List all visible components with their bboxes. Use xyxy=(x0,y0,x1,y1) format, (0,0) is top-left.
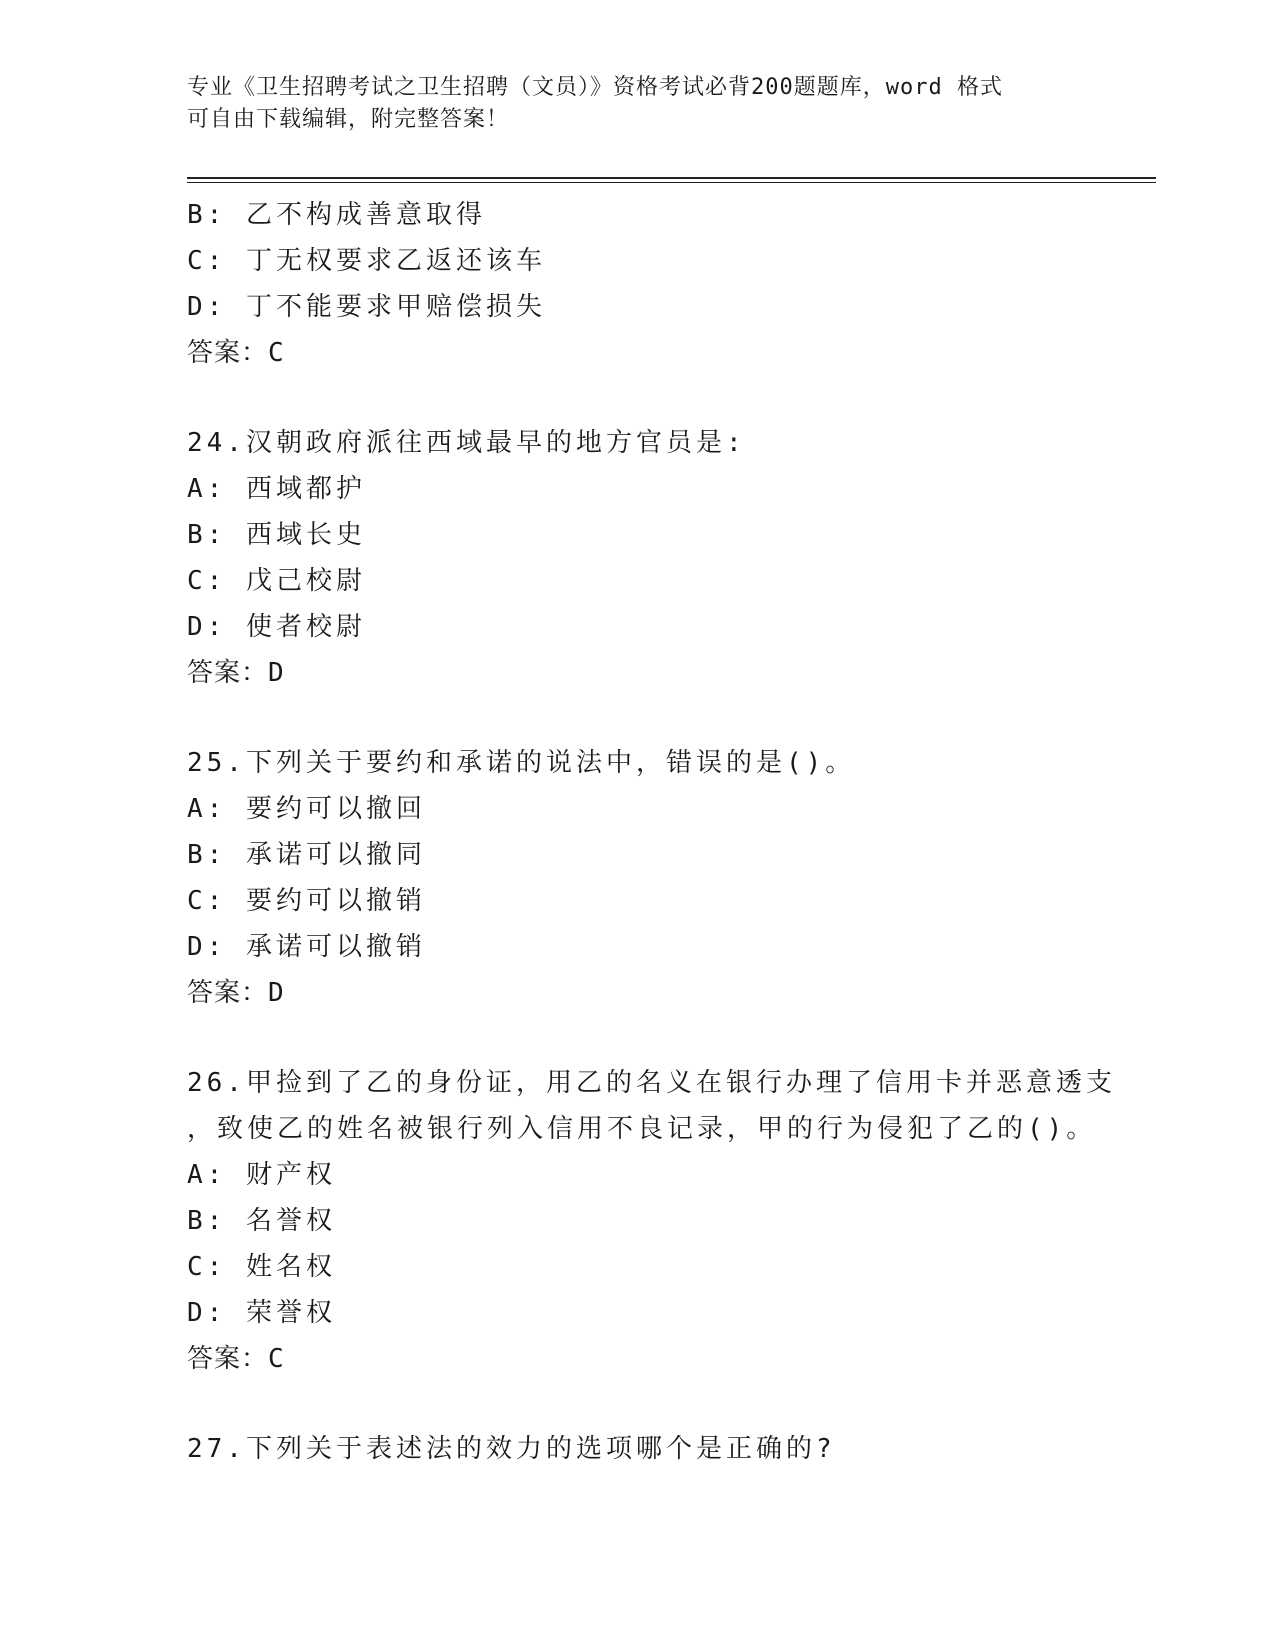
header-divider-thin xyxy=(187,182,1156,183)
question-block-25 xyxy=(187,740,1087,1016)
option-d: D: 丁不能要求甲赔偿损失 xyxy=(187,292,546,322)
question-block-27 xyxy=(187,1426,1087,1472)
option-c: C: 戊己校尉 xyxy=(187,566,366,596)
option-c: C: 要约可以撤销 xyxy=(187,886,426,916)
question-block-24 xyxy=(187,420,1087,696)
option-b: B: 乙不构成善意取得 xyxy=(187,200,486,230)
question-title: 27.下列关于表述法的效力的选项哪个是正确的? xyxy=(187,1434,836,1464)
answer-label: 答案： xyxy=(187,1344,269,1374)
document-header xyxy=(187,72,1087,136)
option-c: C: 丁无权要求乙返还该车 xyxy=(187,246,546,276)
answer-label: 答案： xyxy=(187,658,269,688)
question-title-line-1: 26.甲捡到了乙的身份证，用乙的名义在银行办理了信用卡并恶意透支 xyxy=(187,1068,1116,1098)
answer-line xyxy=(187,970,1087,1016)
option-d: D: 使者校尉 xyxy=(187,612,366,642)
question-title: 25.下列关于要约和承诺的说法中，错误的是()。 xyxy=(187,748,856,778)
header-line-2: 可自由下载编辑，附完整答案！ xyxy=(187,107,510,132)
question-block-26 xyxy=(187,1060,1116,1382)
answer-value: D xyxy=(268,658,285,688)
answer-line xyxy=(187,650,1087,696)
header-line-1: 专业《卫生招聘考试之卫生招聘（文员）》资格考试必背200题题库，word 格式 xyxy=(187,75,1003,100)
question-title-line-2: ，致使乙的姓名被银行列入信用不良记录，甲的行为侵犯了乙的()。 xyxy=(187,1114,1097,1144)
question-list xyxy=(187,192,1116,1472)
answer-value: C xyxy=(268,338,285,368)
option-a: A: 西域都护 xyxy=(187,474,366,504)
answer-line xyxy=(187,1336,1087,1382)
answer-value: C xyxy=(268,1344,285,1374)
option-a: A: 财产权 xyxy=(187,1160,336,1190)
answer-line xyxy=(187,330,1087,376)
option-c: C: 姓名权 xyxy=(187,1252,336,1282)
answer-label: 答案： xyxy=(187,338,269,368)
question-block-23 xyxy=(187,192,1087,376)
header-divider-thick xyxy=(187,177,1156,179)
option-b: B: 承诺可以撤同 xyxy=(187,840,426,870)
option-d: D: 承诺可以撤销 xyxy=(187,932,426,962)
answer-label: 答案： xyxy=(187,978,269,1008)
question-title: 24.汉朝政府派往西域最早的地方官员是: xyxy=(187,428,746,458)
option-b: B: 西域长史 xyxy=(187,520,366,550)
answer-value: D xyxy=(268,978,285,1008)
option-d: D: 荣誉权 xyxy=(187,1298,336,1328)
option-b: B: 名誉权 xyxy=(187,1206,336,1236)
option-a: A: 要约可以撤回 xyxy=(187,794,426,824)
